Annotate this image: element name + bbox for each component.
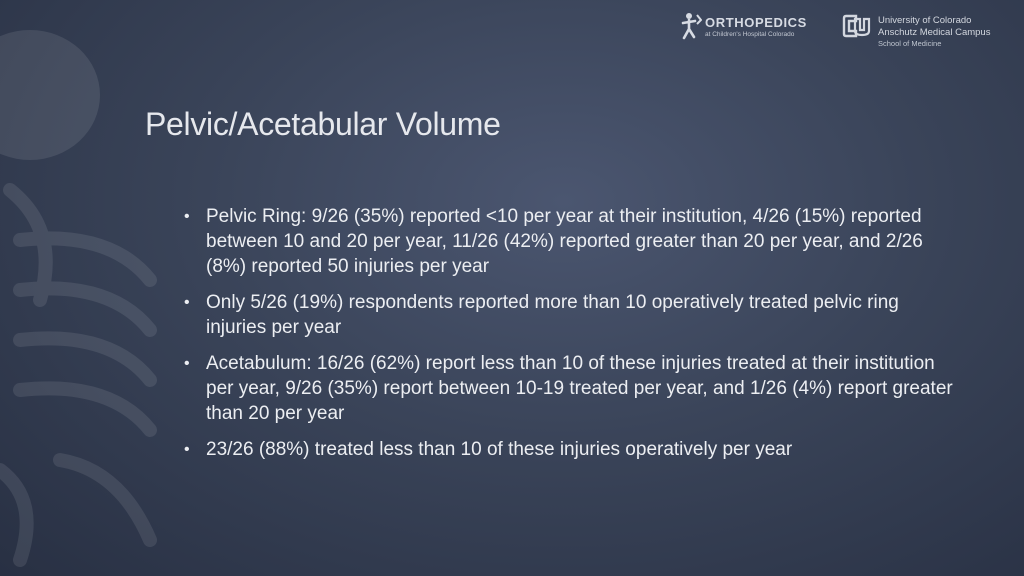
bullet-marker: • [184, 355, 190, 372]
university-logo-line-3: School of Medicine [878, 39, 942, 48]
bullet-marker: • [184, 441, 190, 458]
university-logo-line-1: University of Colorado [878, 15, 972, 26]
bullet-item [184, 437, 964, 462]
orthopedics-logo-title: ORTHOPEDICS [705, 15, 807, 30]
orthopedics-logo-subtitle: at Children's Hospital Colorado [705, 31, 795, 38]
bullet-text: Pelvic Ring: 9/26 (35%) reported <10 per year at their institution, 4/26 (15%) reported between 10 and 20 per year, 11/26 (42%) reported greater than 20 per year, and 2/26 (8%) reported 50 injuries per year [206, 206, 923, 277]
bullet-item [184, 290, 964, 340]
bullet-item [184, 204, 964, 279]
bullet-list [184, 204, 964, 473]
bullet-marker: • [184, 294, 190, 311]
university-logo-line-2: Anschutz Medical Campus [878, 27, 991, 38]
university-logo [842, 12, 1022, 48]
bullet-text: Acetabulum: 16/26 (62%) report less than 10 of these injuries treated at their institution per year, 9/26 (35%) report between 10-19 treated per year, and 1/26 (4%) report greater than 20 per year [206, 353, 953, 424]
orthopedics-logo [680, 12, 835, 42]
slide-title: Pelvic/Acetabular Volume [145, 106, 501, 142]
bullet-text: Only 5/26 (19%) respondents reported more than 10 operatively treated pelvic ring injuries per year [206, 292, 899, 338]
bullet-marker: • [184, 208, 190, 225]
figure-icon [680, 12, 702, 40]
cu-monogram-icon [842, 13, 872, 39]
bullet-text: 23/26 (88%) treated less than 10 of these injuries operatively per year [206, 439, 793, 460]
bullet-item [184, 351, 964, 426]
